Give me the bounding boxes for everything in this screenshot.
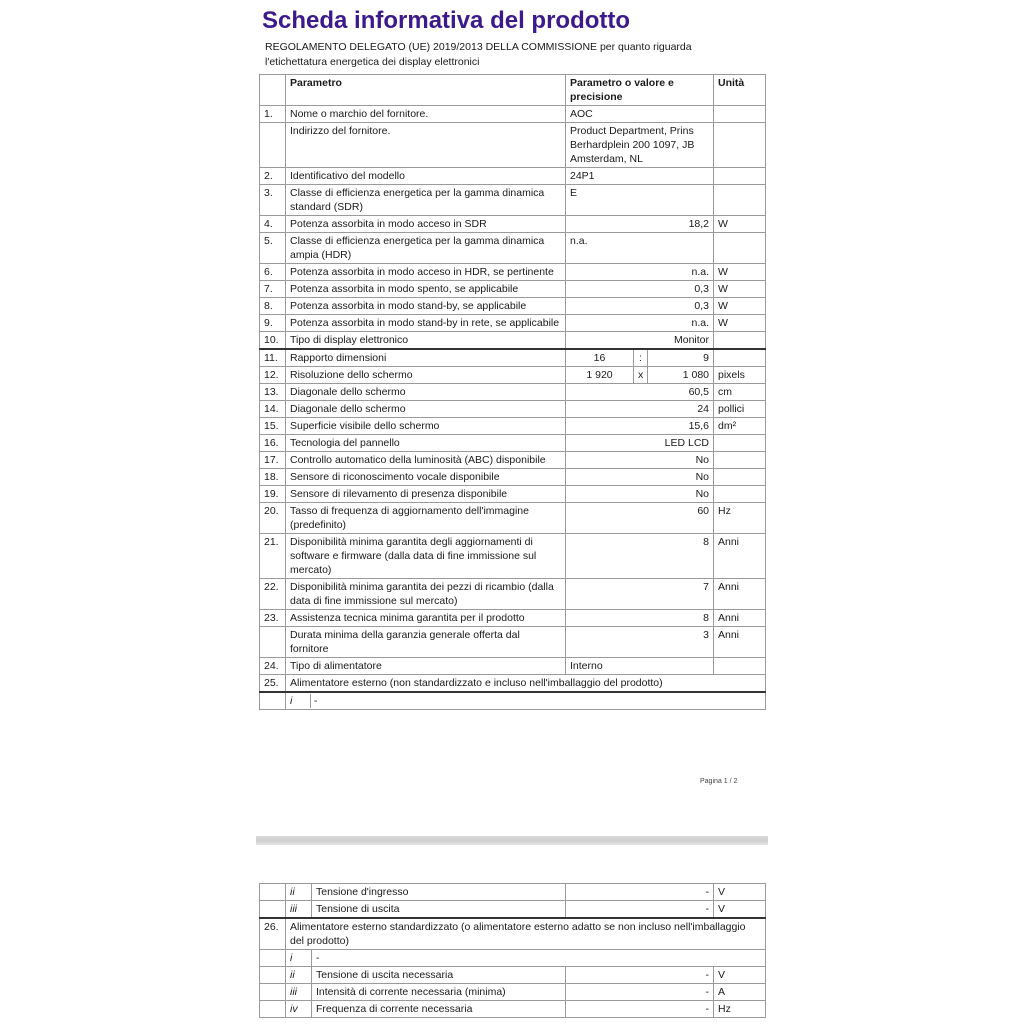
sub-index: iii: [286, 901, 312, 919]
row-unit: [714, 658, 766, 675]
table-row: [260, 367, 766, 384]
table-row: [260, 123, 766, 168]
header-num-cell: [260, 75, 286, 106]
row-unit: Anni: [714, 579, 766, 610]
row-value: -: [566, 984, 714, 1001]
row-value: 15,6: [566, 418, 714, 435]
row-parameter: Sensore di riconoscimento vocale disponibile: [286, 469, 566, 486]
page-separator: [256, 836, 768, 845]
row-parameter: Identificativo del modello: [286, 168, 566, 185]
table-row: [260, 901, 766, 919]
row-parameter: Tipo di alimentatore: [286, 658, 566, 675]
row-number: 1.: [260, 106, 286, 123]
row-unit: [714, 233, 766, 264]
row-number: 18.: [260, 469, 286, 486]
row-unit: Anni: [714, 534, 766, 579]
row-parameter: Potenza assorbita in modo acceso in HDR, se pertinente: [286, 264, 566, 281]
row-unit: W: [714, 298, 766, 315]
table-row: [260, 106, 766, 123]
row-unit: W: [714, 216, 766, 233]
row-parameter: Tasso di frequenza di aggiornamento dell'immagine (predefinito): [286, 503, 566, 534]
row-value: n.a.: [566, 233, 714, 264]
product-info-sheet-page-1: [259, 6, 765, 710]
row-number: [260, 1001, 286, 1018]
row-unit: V: [714, 884, 766, 901]
table-row: [260, 984, 766, 1001]
row-number: [260, 884, 286, 901]
row-number: [260, 901, 286, 919]
row-number: 2.: [260, 168, 286, 185]
row-parameter: Classe di efficienza energetica per la gamma dinamica ampia (HDR): [286, 233, 566, 264]
table-row: [260, 1001, 766, 1018]
table-row: [260, 918, 766, 950]
row-number: [260, 950, 286, 967]
row-number: 23.: [260, 610, 286, 627]
row-parameter: Diagonale dello schermo: [286, 401, 566, 418]
row-number: 24.: [260, 658, 286, 675]
row-parameter: Durata minima della garanzia generale offerta dal fornitore: [286, 627, 566, 658]
row-number: 20.: [260, 503, 286, 534]
product-info-table: [259, 74, 766, 710]
row-unit: [714, 168, 766, 185]
row-unit: Hz: [714, 1001, 766, 1018]
table-row: [260, 452, 766, 469]
row-number: 10.: [260, 332, 286, 350]
table-row: [260, 384, 766, 401]
row-parameter: Potenza assorbita in modo stand-by, se applicabile: [286, 298, 566, 315]
row-value: LED LCD: [566, 435, 714, 452]
sub-index: ii: [286, 967, 312, 984]
sub-index: iv: [286, 1001, 312, 1018]
row-number: 26.: [260, 918, 286, 950]
row-value-b: 1 080: [648, 367, 714, 384]
row-parameter: Controllo automatico della luminosità (ABC) disponibile: [286, 452, 566, 469]
row-unit: [714, 332, 766, 350]
row-value-separator: x: [634, 367, 648, 384]
row-value: 0,3: [566, 298, 714, 315]
row-number: [260, 692, 286, 710]
row-unit: Anni: [714, 627, 766, 658]
row-parameter: Potenza assorbita in modo acceso in SDR: [286, 216, 566, 233]
table-row: [260, 168, 766, 185]
row-value: No: [566, 452, 714, 469]
row-parameter: Tensione d'ingresso: [312, 884, 566, 901]
row-parameter: Frequenza di corrente necessaria: [312, 1001, 566, 1018]
header-parameter: Parametro: [286, 75, 566, 106]
table-row: [260, 281, 766, 298]
row-unit: Hz: [714, 503, 766, 534]
row-parameter: Disponibilità minima garantita dei pezzi di ricambio (dalla data di fine immissione sul mercato): [286, 579, 566, 610]
row-number: 7.: [260, 281, 286, 298]
row-value: E: [566, 185, 714, 216]
row-value: n.a.: [566, 264, 714, 281]
table-row: [260, 675, 766, 693]
row-parameter: Potenza assorbita in modo spento, se applicabile: [286, 281, 566, 298]
row-number: [260, 984, 286, 1001]
row-number: 25.: [260, 675, 286, 693]
table-header-row: [260, 75, 766, 106]
table-row: [260, 610, 766, 627]
row-parameter: Potenza assorbita in modo stand-by in rete, se applicabile: [286, 315, 566, 332]
table-row: [260, 216, 766, 233]
row-value-a: 1 920: [566, 367, 634, 384]
row-parameter: Alimentatore esterno (non standardizzato e incluso nell'imballaggio del prodotto): [286, 675, 766, 693]
table-row: [260, 503, 766, 534]
row-value: 18,2: [566, 216, 714, 233]
row-parameter: Alimentatore esterno standardizzato (o alimentatore esterno adatto se non incluso nell'imballaggio del prodotto): [286, 918, 766, 950]
sub-index: ii: [286, 884, 312, 901]
product-info-table-continued: [259, 883, 766, 1018]
row-parameter: Sensore di rilevamento di presenza disponibile: [286, 486, 566, 503]
row-value-a: 16: [566, 349, 634, 367]
row-value: Interno: [566, 658, 714, 675]
row-value: AOC: [566, 106, 714, 123]
row-number: 13.: [260, 384, 286, 401]
row-unit: [714, 486, 766, 503]
row-value: -: [566, 884, 714, 901]
row-unit: pollici: [714, 401, 766, 418]
row-sub-cell: [286, 692, 766, 710]
table-row: [260, 884, 766, 901]
table-row: [260, 692, 766, 710]
product-info-sheet-page-2: [259, 883, 765, 1018]
row-value: n.a.: [566, 315, 714, 332]
row-unit: W: [714, 281, 766, 298]
row-value: 60,5: [566, 384, 714, 401]
table-row: [260, 658, 766, 675]
row-parameter: Superficie visibile dello schermo: [286, 418, 566, 435]
row-number: 8.: [260, 298, 286, 315]
table-row: [260, 486, 766, 503]
row-number: 15.: [260, 418, 286, 435]
row-parameter: Indirizzo del fornitore.: [286, 123, 566, 168]
row-unit: [714, 349, 766, 367]
sub-value: -: [312, 950, 766, 967]
row-parameter: Nome o marchio del fornitore.: [286, 106, 566, 123]
row-unit: [714, 469, 766, 486]
row-value: 24: [566, 401, 714, 418]
row-number: 3.: [260, 185, 286, 216]
row-value-separator: :: [634, 349, 648, 367]
row-value: 8: [566, 534, 714, 579]
row-parameter: Tecnologia del pannello: [286, 435, 566, 452]
row-number: 19.: [260, 486, 286, 503]
row-unit: V: [714, 901, 766, 919]
subtitle-line-1: REGOLAMENTO DELEGATO (UE) 2019/2013 DELLA COMMISSIONE per quanto riguarda: [265, 41, 692, 53]
row-number: 4.: [260, 216, 286, 233]
row-unit: cm: [714, 384, 766, 401]
row-value: No: [566, 469, 714, 486]
row-unit: V: [714, 967, 766, 984]
row-value: No: [566, 486, 714, 503]
row-unit: W: [714, 264, 766, 281]
table-row: [260, 264, 766, 281]
table-row: [260, 185, 766, 216]
row-value: 60: [566, 503, 714, 534]
row-value: -: [566, 901, 714, 919]
row-number: 6.: [260, 264, 286, 281]
row-number: 21.: [260, 534, 286, 579]
table-row: [260, 469, 766, 486]
row-unit: W: [714, 315, 766, 332]
table-row: [260, 401, 766, 418]
table-row: [260, 332, 766, 350]
row-value: -: [566, 967, 714, 984]
page-number: Pagina 1 / 2: [700, 778, 738, 785]
row-unit: pixels: [714, 367, 766, 384]
table-row: [260, 315, 766, 332]
row-number: 22.: [260, 579, 286, 610]
header-unit: Unità: [714, 75, 766, 106]
table-row: [260, 967, 766, 984]
row-unit: [714, 452, 766, 469]
row-unit: [714, 435, 766, 452]
table-row: [260, 435, 766, 452]
row-parameter: Intensità di corrente necessaria (minima): [312, 984, 566, 1001]
table-row: [260, 233, 766, 264]
row-number: [260, 123, 286, 168]
row-value: 24P1: [566, 168, 714, 185]
row-value: 0,3: [566, 281, 714, 298]
row-parameter: Assistenza tecnica minima garantita per il prodotto: [286, 610, 566, 627]
sub-index: i: [290, 694, 311, 708]
subtitle-line-2: l'etichettatura energetica dei display elettronici: [265, 56, 480, 68]
regulation-subtitle: [265, 40, 765, 70]
row-parameter: Tensione di uscita: [312, 901, 566, 919]
row-number: 5.: [260, 233, 286, 264]
sub-index: iii: [286, 984, 312, 1001]
row-number: 12.: [260, 367, 286, 384]
page-title: Scheda informativa del prodotto: [262, 7, 631, 34]
table-row: [260, 418, 766, 435]
row-value: Monitor: [566, 332, 714, 350]
row-number: 11.: [260, 349, 286, 367]
row-value: Product Department, Prins Berhardplein 200 1097, JB Amsterdam, NL: [566, 123, 714, 168]
row-value: -: [566, 1001, 714, 1018]
row-unit: dm²: [714, 418, 766, 435]
row-number: 14.: [260, 401, 286, 418]
row-number: [260, 627, 286, 658]
row-number: 9.: [260, 315, 286, 332]
row-value: 8: [566, 610, 714, 627]
row-parameter: Risoluzione dello schermo: [286, 367, 566, 384]
table-row: [260, 950, 766, 967]
row-parameter: Tipo di display elettronico: [286, 332, 566, 350]
table-row: [260, 349, 766, 367]
row-unit: Anni: [714, 610, 766, 627]
row-parameter: Classe di efficienza energetica per la gamma dinamica standard (SDR): [286, 185, 566, 216]
row-value-b: 9: [648, 349, 714, 367]
row-number: [260, 967, 286, 984]
row-parameter: Rapporto dimensioni: [286, 349, 566, 367]
table-row: [260, 579, 766, 610]
row-parameter: Tensione di uscita necessaria: [312, 967, 566, 984]
row-parameter: Diagonale dello schermo: [286, 384, 566, 401]
table-row: [260, 534, 766, 579]
sub-value: -: [313, 695, 318, 707]
row-unit: [714, 123, 766, 168]
row-unit: A: [714, 984, 766, 1001]
row-value: 3: [566, 627, 714, 658]
sub-index: i: [286, 950, 312, 967]
row-parameter: Disponibilità minima garantita degli aggiornamenti di software e firmware (dalla data di fine immissione sul mercato): [286, 534, 566, 579]
row-unit: [714, 185, 766, 216]
row-value: 7: [566, 579, 714, 610]
table-row: [260, 298, 766, 315]
table-row: [260, 627, 766, 658]
row-unit: [714, 106, 766, 123]
row-number: 17.: [260, 452, 286, 469]
header-value: Parametro o valore e precisione: [566, 75, 714, 106]
row-number: 16.: [260, 435, 286, 452]
